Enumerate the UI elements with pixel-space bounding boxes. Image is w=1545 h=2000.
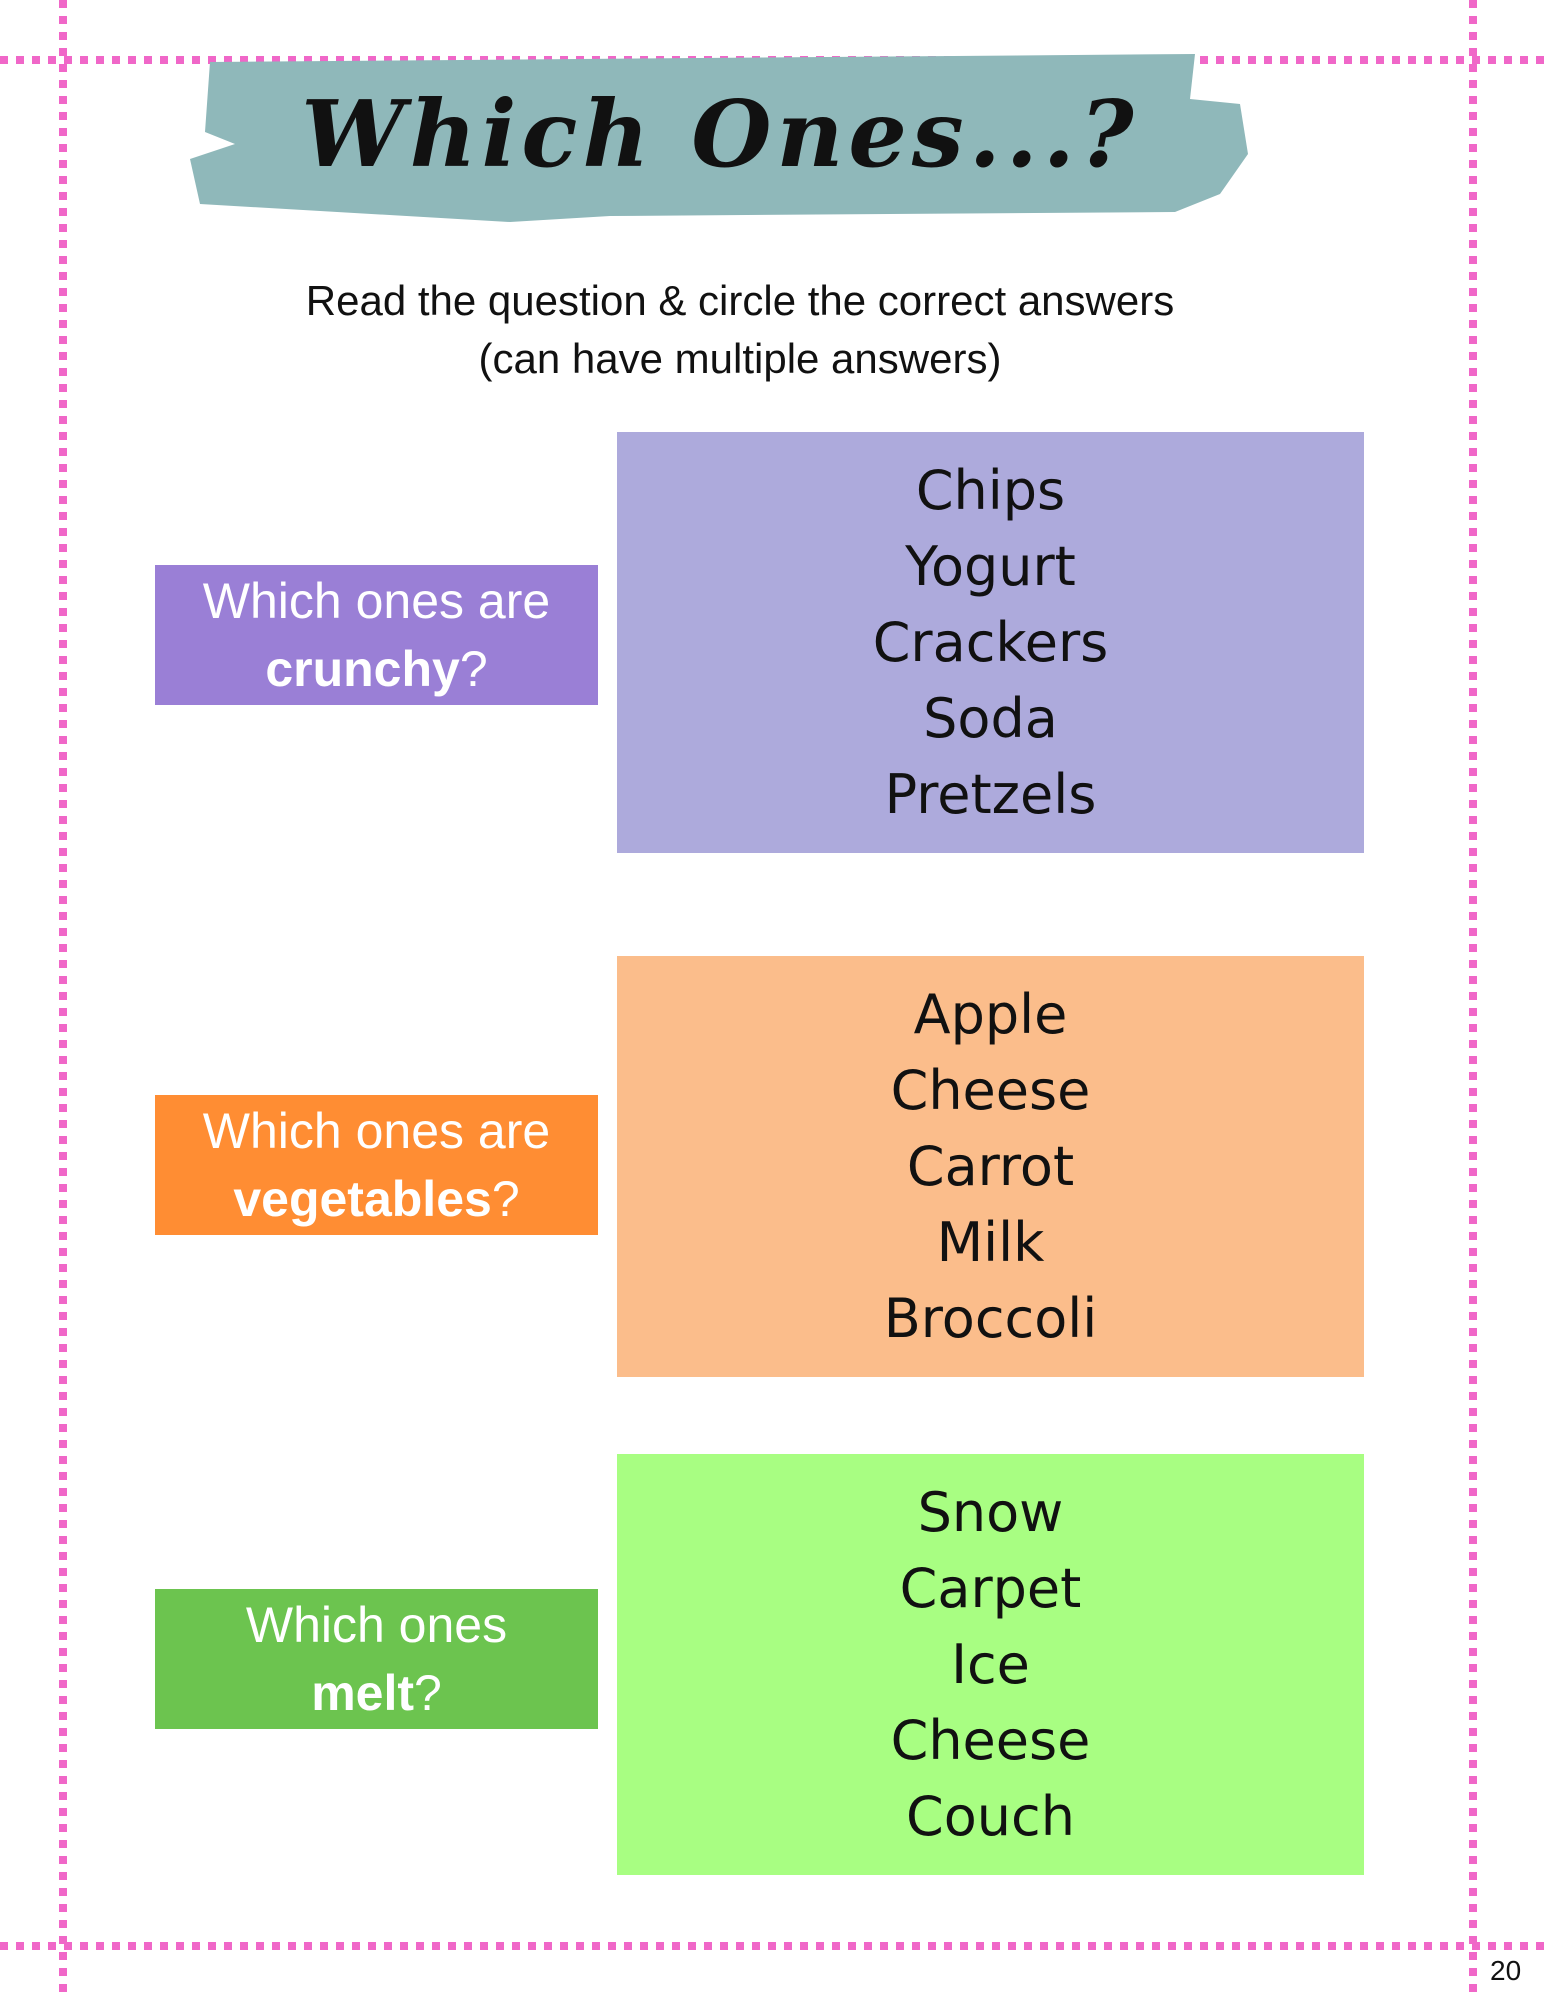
question-mark: ? [459,641,488,697]
question-emphasis-line [265,635,487,703]
left-dashed-border [59,0,67,2000]
answer-list [891,1475,1091,1855]
answer-box-vegetables [617,956,1364,1377]
question-label-vegetables [155,1095,598,1235]
question-mark: ? [414,1665,442,1721]
answer-option[interactable]: Ice [951,1632,1030,1696]
question-keyword: vegetables [233,1171,492,1227]
question-label-crunchy [155,565,598,705]
question-mark: ? [491,1171,520,1227]
answer-option[interactable]: Carrot [906,1134,1075,1198]
answer-option[interactable]: Chips [915,458,1066,522]
title-banner [190,44,1250,229]
answer-option[interactable]: Snow [917,1480,1064,1544]
answer-option[interactable]: Pretzels [884,762,1097,826]
answer-option[interactable]: Cheese [890,1058,1091,1122]
question-line: Which ones are [202,573,551,629]
answer-option[interactable]: Cheese [890,1708,1091,1772]
answer-option[interactable]: Apple [913,982,1068,1046]
answer-option[interactable]: Yogurt [905,534,1076,598]
question-line: Which ones [245,1597,508,1653]
question-keyword: crunchy [265,641,460,697]
question-keyword: melt [311,1665,414,1721]
answer-box-melt [617,1454,1364,1875]
question-emphasis-line [233,1165,519,1233]
answer-list [873,453,1109,833]
question-label-melt [155,1589,598,1729]
page-title: Which Ones...? [301,80,1139,188]
answer-box-crunchy [617,432,1364,853]
instructions [240,272,1240,388]
question-line: Which ones are [202,1103,551,1159]
page-number: 20 [1490,1955,1522,1986]
answer-list [884,977,1098,1357]
instruction-line-2: (can have multiple answers) [478,335,1002,382]
answer-option[interactable]: Crackers [872,610,1109,674]
answer-option[interactable]: Couch [906,1784,1075,1848]
answer-option[interactable]: Milk [936,1210,1045,1274]
question-emphasis-line [311,1659,442,1727]
answer-option[interactable]: Soda [923,686,1058,750]
bottom-dashed-border [0,1942,1545,1950]
right-dashed-border [1469,0,1477,2000]
answer-option[interactable]: Broccoli [883,1286,1098,1350]
answer-option[interactable]: Carpet [899,1556,1082,1620]
instruction-line-1: Read the question & circle the correct answers [305,277,1175,324]
